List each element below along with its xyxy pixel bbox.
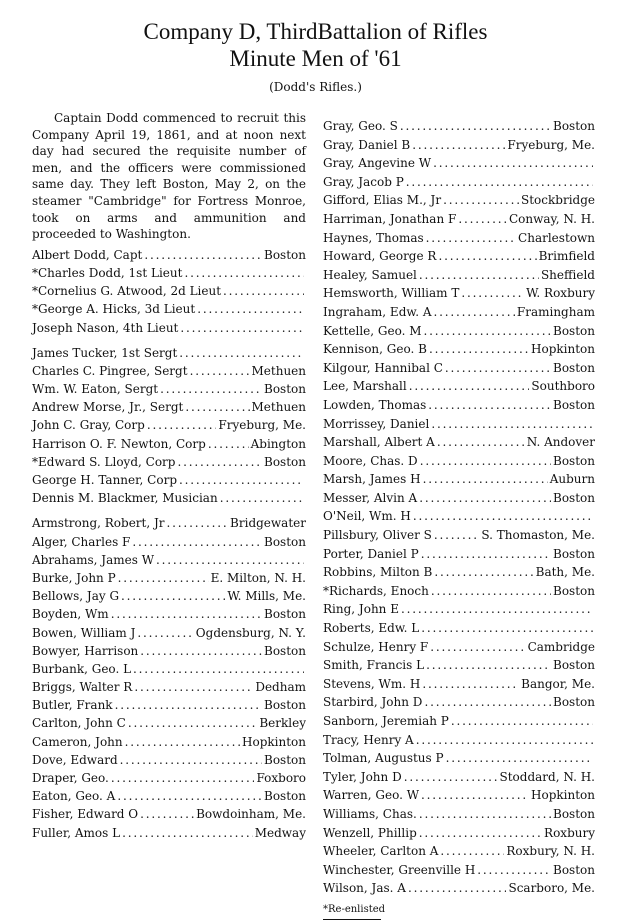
roster-entry — [32, 825, 306, 843]
roster-entry — [323, 378, 595, 397]
entry-place: Boston — [553, 453, 595, 468]
leader-dots — [122, 825, 253, 842]
entry-name: *Edward S. Lloyd, Corp — [32, 454, 176, 469]
section-gap — [32, 338, 306, 345]
entry-place: Boston — [264, 454, 306, 469]
entry-place: Boston — [264, 698, 306, 713]
roster-entry — [32, 345, 306, 363]
leader-dots — [406, 174, 593, 191]
roster-entry — [323, 174, 595, 193]
roster-entry — [323, 137, 595, 156]
leader-dots — [428, 397, 551, 414]
leader-dots — [128, 715, 258, 732]
leader-dots — [477, 862, 551, 879]
leader-dots — [446, 750, 593, 767]
entry-name: Bellows, Jay G — [32, 589, 120, 604]
roster-entry — [32, 770, 306, 788]
entry-place: Boston — [553, 583, 595, 598]
leader-dots — [401, 601, 593, 618]
entry-name: Albert Dodd, Capt — [32, 247, 143, 262]
roster-entry — [32, 570, 306, 588]
leader-dots — [422, 676, 519, 693]
entry-name: O'Neil, Wm. H — [323, 509, 411, 524]
leader-dots — [220, 490, 304, 507]
entry-name: Gray, Angevine W — [323, 156, 432, 171]
leader-dots — [458, 211, 507, 228]
leader-dots — [421, 546, 551, 563]
roster-entry — [323, 490, 595, 509]
entry-place: Boston — [553, 658, 595, 673]
roster-entry — [32, 436, 306, 454]
leader-dots — [434, 527, 479, 544]
roster-entry — [32, 552, 306, 570]
roster-entry — [323, 769, 595, 788]
entry-name: Fisher, Edward O — [32, 807, 139, 822]
leader-dots — [120, 752, 262, 769]
roster-entry — [323, 732, 595, 751]
roster-entry — [32, 697, 306, 715]
entry-name: *George A. Hicks, 3d Lieut — [32, 302, 196, 317]
privates-list-left — [32, 515, 306, 842]
roster-entry — [323, 657, 595, 676]
leader-dots — [429, 341, 529, 358]
footnote: *Re-enlisted — [323, 903, 386, 915]
entry-name: Williams, Chas. — [323, 806, 417, 821]
leader-dots — [140, 643, 262, 660]
roster-entry — [32, 454, 306, 472]
entry-name: Kennison, Geo. B — [323, 342, 427, 357]
roster-entry — [323, 787, 595, 806]
leader-dots — [419, 825, 542, 842]
roster-entry — [32, 247, 306, 265]
entry-place: Boston — [553, 806, 595, 821]
entry-place: Berkley — [259, 716, 306, 731]
roster-entry — [323, 267, 595, 286]
leader-dots — [177, 454, 262, 471]
leader-dots — [426, 657, 551, 674]
leader-dots — [412, 137, 505, 154]
entry-place: Methuen — [251, 400, 306, 415]
roster-entry — [32, 661, 306, 679]
roster-entry — [323, 360, 595, 379]
leader-dots — [117, 788, 262, 805]
roster-entry — [323, 323, 595, 342]
entry-name: Wheeler, Carlton A — [323, 844, 439, 859]
roster-entry — [32, 715, 306, 733]
entry-name: Armstrong, Robert, Jr — [32, 516, 165, 531]
entry-place: Boston — [264, 752, 306, 767]
roster-entry — [32, 283, 306, 301]
roster-entry — [323, 862, 595, 881]
roster-entry — [32, 752, 306, 770]
entry-place: Fryeburg, Me. — [218, 418, 306, 433]
entry-place: Boston — [264, 789, 306, 804]
leader-dots — [451, 713, 593, 730]
entry-name: Eaton, Geo. A — [32, 789, 116, 804]
roster-entry — [323, 639, 595, 658]
entry-place: Boston — [264, 643, 306, 658]
entry-place: Boston — [553, 323, 595, 338]
roster-entry — [323, 806, 595, 825]
roster-entry — [323, 397, 595, 416]
entry-name: Joseph Nason, 4th Lieut — [32, 320, 179, 335]
entry-place: Conway, N. H. — [508, 211, 595, 226]
leader-dots — [424, 694, 551, 711]
entry-place: W. Mills, Me. — [227, 589, 306, 604]
entry-name: Messer, Alvin A — [323, 490, 418, 505]
entry-name: Moore, Chas. D — [323, 453, 418, 468]
entry-name: Gray, Geo. S — [323, 119, 398, 133]
leader-dots — [121, 588, 225, 605]
roster-entry — [323, 713, 595, 732]
entry-place: Southboro — [531, 379, 595, 394]
entry-name: Alger, Charles F — [32, 534, 131, 549]
entry-name: Wenzell, Phillip — [323, 825, 417, 840]
entry-place: Methuen — [251, 363, 306, 378]
roster-entry — [323, 341, 595, 360]
leader-dots — [431, 583, 551, 600]
entry-name: Hemsworth, William T — [323, 286, 460, 301]
entry-place: Hopkinton — [242, 734, 306, 749]
entry-name: Lowden, Thomas — [323, 397, 427, 412]
roster-entry — [323, 825, 595, 844]
roster-entry — [32, 472, 306, 490]
entry-place: Foxboro — [256, 771, 306, 785]
entry-place: Boston — [553, 119, 595, 133]
leader-dots — [111, 606, 262, 623]
roster-entry — [323, 694, 595, 713]
leader-dots — [147, 417, 217, 434]
leader-dots — [433, 155, 593, 172]
entry-name: George H. Tanner, Corp — [32, 473, 177, 487]
entry-name: Starbird, John D — [323, 695, 423, 710]
entry-name: Butler, Frank — [32, 698, 113, 713]
leader-dots — [134, 679, 253, 696]
roster-entry — [323, 155, 595, 174]
leader-dots — [461, 285, 524, 302]
leader-dots — [423, 471, 548, 488]
entry-name: Morrissey, Daniel — [323, 416, 430, 431]
roster-entry — [32, 265, 306, 283]
title-line-2: Minute Men of '61 — [229, 46, 402, 71]
leader-dots — [156, 552, 304, 569]
entry-place: Boston — [264, 382, 306, 397]
roster-entry — [32, 301, 306, 319]
entry-name: Wm. W. Eaton, Sergt — [32, 382, 159, 397]
entry-name: Abrahams, James W — [32, 552, 155, 567]
leader-dots — [208, 436, 249, 453]
roster-entry — [323, 118, 595, 137]
entry-name: Kilgour, Hannibal C — [323, 360, 443, 375]
entry-place: Roxbury — [544, 825, 595, 840]
roster-entry — [32, 588, 306, 606]
entry-name: Warren, Geo. W — [323, 788, 420, 803]
leader-dots — [167, 515, 229, 532]
entry-name: Burbank, Geo. L — [32, 661, 132, 676]
entry-place: Hopkinton — [531, 788, 595, 803]
roster-entry — [32, 679, 306, 697]
entry-place: Medway — [254, 825, 306, 840]
entry-name: Dove, Edward — [32, 752, 118, 767]
leader-dots — [419, 490, 551, 507]
leader-dots — [184, 265, 304, 282]
leader-dots — [419, 267, 539, 284]
subtitle-note: (Dodd's Rifles.) — [269, 80, 362, 94]
roster-entry — [323, 230, 595, 249]
entry-place: Boston — [553, 862, 595, 877]
privates-list-right — [323, 118, 595, 899]
leader-dots — [197, 301, 304, 318]
roster-entry — [323, 211, 595, 230]
entry-name: Tracy, Henry A — [323, 732, 414, 747]
leader-dots — [413, 508, 593, 525]
entry-place: Boston — [264, 607, 306, 622]
leader-dots — [430, 639, 525, 656]
roster-entry — [323, 546, 595, 565]
roster-entry — [323, 676, 595, 695]
entry-place: Ogdensburg, N. Y. — [195, 625, 306, 640]
roster-entry — [32, 381, 306, 399]
entry-place: Charlestown — [518, 230, 595, 245]
entry-place: W. Roxbury — [526, 286, 595, 301]
roster-entry — [32, 490, 306, 508]
entry-place: Boston — [553, 546, 595, 561]
section-gap — [32, 508, 306, 515]
roster-entry — [32, 515, 306, 533]
roster-entry — [323, 508, 595, 527]
leader-dots — [421, 787, 529, 804]
entry-name: Draper, Geo. — [32, 771, 109, 785]
entry-name: Smith, Francis L — [323, 658, 425, 673]
entry-place: Dedham — [255, 680, 306, 695]
roster-entry — [323, 843, 595, 862]
entry-place: Sheffield — [540, 267, 595, 282]
entry-name: Harrison O. F. Newton, Corp — [32, 436, 206, 451]
entry-name: Porter, Daniel P — [323, 546, 419, 561]
entry-name: Ingraham, Edw. A — [323, 304, 432, 319]
entry-name: Gray, Daniel B — [323, 137, 411, 152]
roster-entry — [323, 304, 595, 323]
leader-dots — [434, 564, 533, 581]
title-line-1: Company D, ThirdBattalion of Rifles — [143, 19, 488, 44]
entry-name: Lee, Marshall — [323, 379, 407, 394]
entry-name: Andrew Morse, Jr., Sergt — [32, 400, 184, 415]
leader-dots — [408, 880, 507, 897]
roster-entry — [32, 320, 306, 338]
roster-entry — [323, 750, 595, 769]
leader-dots — [438, 248, 536, 265]
entry-name: Howard, George R — [323, 249, 437, 264]
entry-name: Bowen, William J — [32, 625, 136, 640]
entry-place: Stoddard, N. H. — [499, 769, 595, 784]
entry-name: Charles C. Pingree, Sergt — [32, 363, 188, 378]
page-title — [0, 18, 631, 72]
roster-entry — [323, 192, 595, 211]
entry-name: Kettelle, Geo. M — [323, 323, 422, 338]
roster-entry — [32, 606, 306, 624]
entry-name: Harriman, Jonathan F — [323, 211, 457, 226]
entry-name: *Cornelius G. Atwood, 2d Lieut — [32, 284, 222, 299]
leader-dots — [431, 416, 593, 433]
leader-dots — [133, 661, 304, 678]
leader-dots — [419, 806, 551, 823]
leader-dots — [440, 843, 504, 860]
entry-name: Haynes, Thomas — [323, 230, 424, 245]
roster-entry — [32, 734, 306, 752]
roster-entry — [32, 643, 306, 661]
leader-dots — [424, 323, 552, 340]
entry-place: Fryeburg, Me. — [507, 137, 595, 152]
entry-name: Gifford, Elias M., Jr — [323, 193, 442, 208]
leader-dots — [409, 378, 530, 395]
entry-name: Bowyer, Harrison — [32, 643, 139, 658]
entry-place: Cambridge — [527, 639, 595, 654]
leader-dots — [190, 363, 250, 380]
roster-entry — [323, 416, 595, 435]
entry-name: Marsh, James H — [323, 472, 421, 487]
leader-dots — [185, 399, 249, 416]
roster-entry — [323, 527, 595, 546]
leader-dots — [144, 247, 262, 264]
entry-place: Boston — [264, 247, 306, 262]
entry-place: Roxbury, N. H. — [506, 844, 595, 859]
entry-place: S. Thomaston, Me. — [481, 528, 595, 543]
leader-dots — [420, 453, 551, 470]
entry-place: Boston — [553, 695, 595, 710]
entry-place: Brimfield — [538, 249, 595, 264]
roster-entry — [323, 601, 595, 620]
roster-entry — [32, 625, 306, 643]
leader-dots — [140, 806, 194, 823]
roster-entry — [323, 564, 595, 583]
leader-dots — [115, 697, 262, 714]
entry-place: Bangor, Me. — [521, 676, 595, 691]
entry-name: Winchester, Greenville H — [323, 862, 476, 877]
entry-name: Stevens, Wm. H — [323, 676, 421, 691]
leader-dots — [132, 534, 262, 551]
entry-name: *Richards, Enoch — [323, 583, 429, 598]
leader-dots — [179, 345, 304, 362]
roster-entry — [32, 417, 306, 435]
leader-dots — [400, 118, 551, 135]
entry-place: Boston — [553, 397, 595, 412]
entry-place: Hopkinton — [531, 342, 595, 357]
leader-dots — [404, 769, 498, 786]
entry-name: Burke, John P — [32, 570, 116, 585]
roster-entry — [32, 363, 306, 381]
entry-place: Boston — [553, 490, 595, 505]
entry-name: Carlton, John C — [32, 716, 126, 731]
leader-dots — [223, 283, 304, 300]
entry-name: James Tucker, 1st Sergt — [32, 345, 178, 360]
entry-name: Roberts, Edw. L — [323, 621, 420, 636]
entry-place: Bath, Me. — [535, 565, 595, 580]
entry-name: Pillsbury, Oliver S — [323, 528, 432, 543]
roster-entry — [323, 285, 595, 304]
roster-entry — [32, 399, 306, 417]
leader-dots — [118, 570, 209, 587]
entry-name: Gray, Jacob P — [323, 174, 404, 189]
right-column — [323, 118, 595, 920]
entry-name: Wilson, Jas. A — [323, 881, 406, 896]
roster-entry — [323, 248, 595, 267]
entry-name: Cameron, John — [32, 734, 123, 749]
entry-name: John C. Gray, Corp — [32, 418, 145, 433]
entry-place: Auburn — [549, 472, 595, 487]
entry-name: Sanborn, Jeremiah P — [323, 714, 449, 728]
leader-dots — [434, 304, 515, 321]
entry-place: E. Milton, N. H. — [210, 570, 306, 585]
entry-name: Briggs, Walter R — [32, 680, 133, 695]
leader-dots — [437, 434, 525, 451]
entry-place: Boston — [553, 360, 595, 375]
leader-dots — [179, 472, 304, 489]
roster-entry — [32, 788, 306, 806]
entry-name: Tyler, John D — [323, 769, 402, 784]
entry-place: Abington — [250, 436, 306, 451]
leader-dots — [180, 320, 304, 337]
entry-name: Tolman, Augustus P — [323, 751, 444, 766]
roster-entry — [323, 880, 595, 899]
leader-dots — [445, 360, 551, 377]
entry-name: Fuller, Amos L — [32, 825, 121, 840]
intro-paragraph: Captain Dodd commenced to recruit this Company April 19, 1861, and at noon next day had secured the requisite number of men, and the officers were commissioned same day. They left Boston, May 2, on the steamer "Cambridge" for Fortress Monroe, took on arms and ammunition and proceeded to Washington. — [32, 111, 306, 242]
officers-list — [32, 247, 306, 338]
leader-dots — [416, 732, 593, 749]
roster-entry — [323, 471, 595, 490]
roster-entry — [32, 534, 306, 552]
left-column — [32, 110, 306, 843]
entry-place: Boston — [264, 534, 306, 549]
entry-name: Schulze, Henry F — [323, 639, 429, 654]
leader-dots — [111, 770, 255, 787]
entry-name: Marshall, Albert A — [323, 435, 435, 450]
roster-entry — [323, 453, 595, 472]
roster-entry — [323, 434, 595, 453]
leader-dots — [125, 734, 240, 751]
entry-name: *Charles Dodd, 1st Lieut — [32, 265, 183, 280]
roster-entry — [323, 583, 595, 602]
entry-place: Framingham — [516, 304, 595, 319]
roster-entry — [32, 806, 306, 824]
entry-place: Scarboro, Me. — [508, 881, 595, 896]
leader-dots — [160, 381, 262, 398]
entry-place: N. Andover — [526, 435, 595, 450]
entry-place: Stockbridge — [521, 193, 595, 208]
leader-dots — [426, 230, 516, 247]
leader-dots — [421, 620, 593, 637]
entry-name: Dennis M. Blackmer, Musician — [32, 491, 218, 506]
entry-name: Ring, John E — [323, 602, 399, 617]
entry-place: Bowdoinham, Me. — [196, 807, 306, 822]
entry-name: Boyden, Wm — [32, 607, 109, 622]
nco-list — [32, 345, 306, 509]
leader-dots — [137, 625, 193, 642]
roster-entry — [323, 620, 595, 639]
entry-name: Healey, Samuel — [323, 267, 417, 282]
entry-name: Robbins, Milton B — [323, 565, 433, 580]
leader-dots — [443, 192, 519, 209]
entry-place: Bridgewater — [230, 516, 306, 531]
